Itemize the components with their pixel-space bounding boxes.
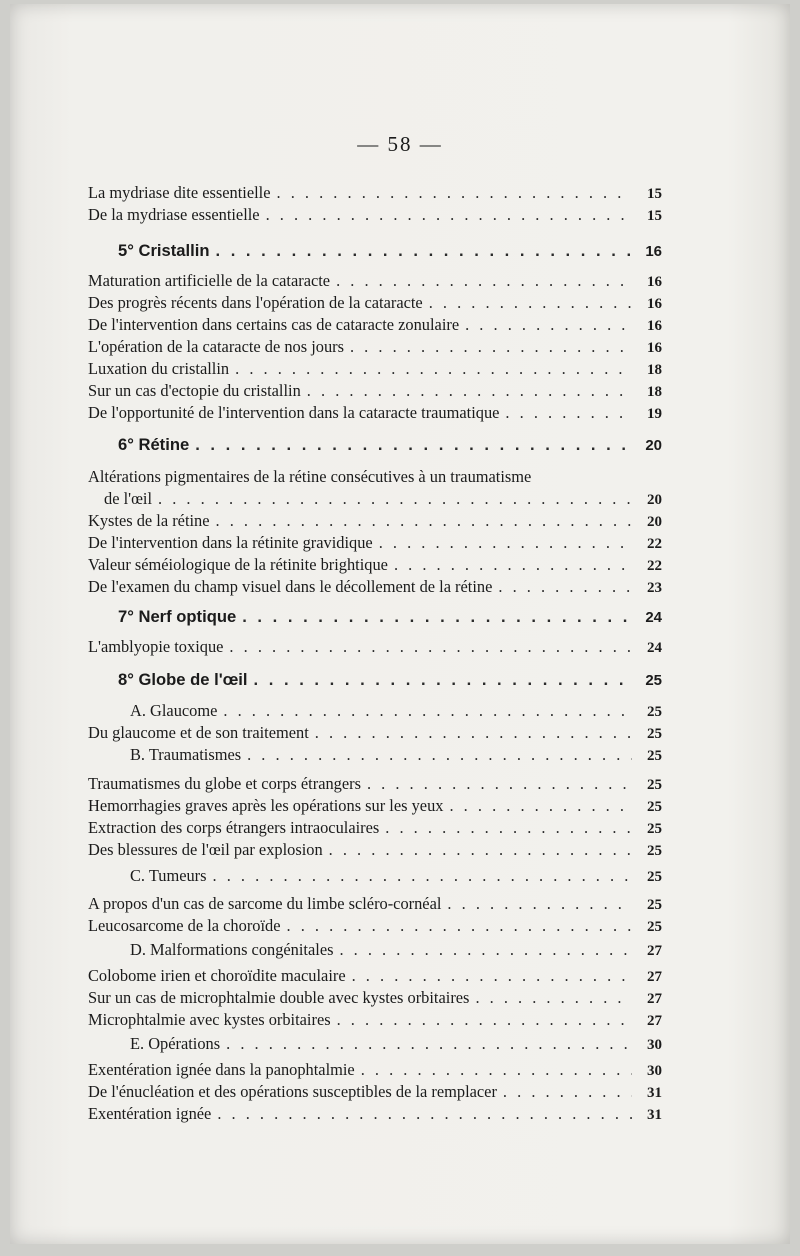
toc-entry — [88, 893, 662, 915]
dot-leader — [337, 1009, 632, 1031]
toc-entry-title: Luxation du cristallin — [88, 359, 230, 378]
toc-entry — [88, 915, 662, 937]
toc-page-number: 25 — [647, 726, 662, 742]
toc-entry-title: A. Glaucome — [130, 701, 218, 720]
toc-entry — [88, 488, 662, 510]
toc-page-number: 25 — [647, 704, 662, 720]
toc-subsection-heading — [88, 700, 662, 722]
toc-page-number: 27 — [647, 1013, 662, 1029]
dot-leader — [505, 402, 632, 424]
toc-entry-title: Colobome irien et choroïdite maculaire — [88, 966, 346, 985]
toc-entry-title: Maturation artificielle de la cataracte — [88, 271, 331, 290]
toc-entry-title: E. Opérations — [130, 1034, 221, 1053]
toc-page-number: 15 — [647, 186, 662, 202]
toc-entry-title: Altérations pigmentaires de la rétine consécutives à un traumatisme — [88, 467, 532, 486]
dot-leader — [229, 636, 632, 658]
toc-page-number: 30 — [647, 1037, 662, 1053]
toc-entry-title: Microphtalmie avec kystes orbitaires — [88, 1010, 331, 1029]
toc-page-number: 25 — [647, 869, 662, 885]
toc-page-number: 18 — [647, 362, 662, 378]
toc-page-number: 23 — [647, 580, 662, 596]
dot-leader — [367, 773, 632, 795]
toc-page-number: 18 — [647, 384, 662, 400]
toc-page-number: 20 — [647, 514, 662, 530]
toc-page-number: 27 — [647, 969, 662, 985]
toc-entry-title: De l'opportunité de l'intervention dans la cataracte traumatique — [88, 403, 500, 422]
dot-leader — [394, 554, 632, 576]
dot-leader — [215, 240, 632, 262]
dot-leader — [475, 987, 632, 1009]
toc-entry — [88, 270, 662, 292]
toc-entry-title: Kystes de la rétine — [88, 511, 210, 530]
toc-page-number: 27 — [647, 943, 662, 959]
toc-entry-title: D. Malformations congénitales — [130, 940, 334, 959]
toc-subsection-heading — [88, 744, 662, 766]
toc-page-number: 31 — [647, 1085, 662, 1101]
dot-leader — [223, 700, 632, 722]
dot-leader — [216, 510, 632, 532]
toc-entry-title: 5° Cristallin — [118, 241, 210, 260]
toc-entry-title: L'opération de la cataracte de nos jours — [88, 337, 344, 356]
toc-entry — [88, 314, 662, 336]
toc-entry-title: de l'œil — [104, 489, 153, 508]
toc-entry-title: Des blessures de l'œil par explosion — [88, 840, 323, 859]
toc-entry-title: Des progrès récents dans l'opération de la cataracte — [88, 293, 423, 312]
toc-entry-title: A propos d'un cas de sarcome du limbe scléro-cornéal — [88, 894, 442, 913]
toc-entry — [88, 795, 662, 817]
dot-leader — [503, 1081, 632, 1103]
toc-entry — [88, 1103, 662, 1125]
toc-entry-title: De l'intervention dans la rétinite gravidique — [88, 533, 373, 552]
toc-entry — [88, 182, 662, 204]
dot-leader — [429, 292, 632, 314]
dot-leader — [242, 606, 632, 628]
dot-leader — [247, 744, 632, 766]
toc-entry-title: Du glaucome et de son traitement — [88, 723, 309, 742]
toc-entry-title: Traumatismes du globe et corps étrangers — [88, 774, 361, 793]
dot-leader — [449, 795, 632, 817]
toc-page-number: 16 — [647, 274, 662, 290]
toc-page-number: 16 — [647, 318, 662, 334]
toc-entry-title: Extraction des corps étrangers intraoculaires — [88, 818, 380, 837]
toc-page-number: 25 — [647, 919, 662, 935]
toc-page-number: 16 — [647, 340, 662, 356]
toc-entry — [88, 336, 662, 358]
toc-entry-title: De l'examen du champ visuel dans le décollement de la rétine — [88, 577, 493, 596]
toc-entry — [88, 773, 662, 795]
toc-entry — [88, 1009, 662, 1031]
toc-page-number: 27 — [647, 991, 662, 1007]
toc-entry — [88, 380, 662, 402]
toc-entry — [88, 636, 662, 658]
toc-entry — [88, 576, 662, 598]
toc-entry — [88, 817, 662, 839]
dot-leader — [217, 1103, 632, 1125]
dot-leader — [235, 358, 632, 380]
dot-leader — [158, 488, 632, 510]
toc-page-number: 19 — [647, 406, 662, 422]
toc-entry — [88, 965, 662, 987]
toc-entry — [88, 204, 662, 226]
toc-page-number: 16 — [645, 243, 662, 260]
dot-leader — [287, 915, 633, 937]
toc-entry-title: Leucosarcome de la choroïde — [88, 916, 281, 935]
toc-entry-title: De l'énucléation et des opérations susceptibles de la remplacer — [88, 1082, 497, 1101]
toc-entry-title: Sur un cas d'ectopie du cristallin — [88, 381, 301, 400]
toc-page-number: 25 — [645, 672, 662, 689]
toc-section-heading — [88, 240, 662, 262]
toc-entry — [88, 1081, 662, 1103]
toc-entry — [88, 292, 662, 314]
toc-entry-title: 6° Rétine — [118, 435, 190, 454]
toc-entry-title: Sur un cas de microphtalmie double avec kystes orbitaires — [88, 988, 470, 1007]
toc-entry-title: B. Traumatismes — [130, 745, 242, 764]
toc-subsection-heading — [88, 865, 662, 887]
toc-entry — [88, 466, 662, 488]
toc-page-number: 25 — [647, 821, 662, 837]
toc-entry — [88, 987, 662, 1009]
dot-leader — [329, 839, 632, 861]
toc-page-number: 24 — [645, 609, 662, 626]
toc-entry-title: Hemorrhagies graves après les opérations sur les yeux — [88, 796, 444, 815]
toc-page-number: 30 — [647, 1063, 662, 1079]
dot-leader — [213, 865, 632, 887]
toc-page-number: 25 — [647, 843, 662, 859]
toc-subsection-heading — [88, 939, 662, 961]
toc-entry-title: C. Tumeurs — [130, 866, 207, 885]
toc-entry-title: 7° Nerf optique — [118, 607, 237, 626]
toc-section-heading — [88, 434, 662, 456]
toc-page-number: 20 — [645, 437, 662, 454]
dot-leader — [226, 1033, 632, 1055]
toc-entry-title: L'amblyopie toxique — [88, 637, 224, 656]
dot-leader — [195, 434, 632, 456]
toc-page-number: 24 — [647, 640, 662, 656]
toc-entry-title: Exentération ignée — [88, 1104, 212, 1123]
toc-page-number: 22 — [647, 536, 662, 552]
toc-entry-title: Exentération ignée dans la panophtalmie — [88, 1060, 355, 1079]
dot-leader — [277, 182, 632, 204]
toc-page-number: 16 — [647, 296, 662, 312]
dot-leader — [379, 532, 632, 554]
toc-section-heading — [88, 669, 662, 691]
dot-leader — [315, 722, 632, 744]
dot-leader — [339, 939, 632, 961]
dot-leader — [336, 270, 632, 292]
toc-page-number: 25 — [647, 897, 662, 913]
toc-entry-title: La mydriase dite essentielle — [88, 183, 271, 202]
dot-leader — [385, 817, 632, 839]
toc-page-number: 15 — [647, 208, 662, 224]
toc-page-number: 20 — [647, 492, 662, 508]
toc-entry — [88, 532, 662, 554]
dot-leader — [361, 1059, 632, 1081]
toc-entry — [88, 722, 662, 744]
toc-entry — [88, 554, 662, 576]
dot-leader — [447, 893, 632, 915]
toc-entry — [88, 1059, 662, 1081]
dot-leader — [307, 380, 632, 402]
toc-page-number: 31 — [647, 1107, 662, 1123]
toc-entry — [88, 839, 662, 861]
toc-section-heading — [88, 606, 662, 628]
toc-page-number: 25 — [647, 777, 662, 793]
toc-page-number: 22 — [647, 558, 662, 574]
toc-entry-title: Valeur séméiologique de la rétinite brightique — [88, 555, 388, 574]
toc-entry-title: De la mydriase essentielle — [88, 205, 260, 224]
toc-entry-title: De l'intervention dans certains cas de cataracte zonulaire — [88, 315, 460, 334]
toc-entry-title: 8° Globe de l'œil — [118, 670, 248, 689]
dot-leader — [254, 669, 632, 691]
dot-leader — [266, 204, 632, 226]
toc-entry — [88, 402, 662, 424]
page-number: — 58 — — [357, 132, 443, 156]
dot-leader — [465, 314, 632, 336]
toc-page-number: 25 — [647, 748, 662, 764]
dot-leader — [350, 336, 632, 358]
toc-entry — [88, 358, 662, 380]
dot-leader — [352, 965, 632, 987]
toc-page-number: 25 — [647, 799, 662, 815]
toc-entry — [88, 510, 662, 532]
book-page — [10, 4, 790, 1244]
toc-subsection-heading — [88, 1033, 662, 1055]
dot-leader — [498, 576, 632, 598]
